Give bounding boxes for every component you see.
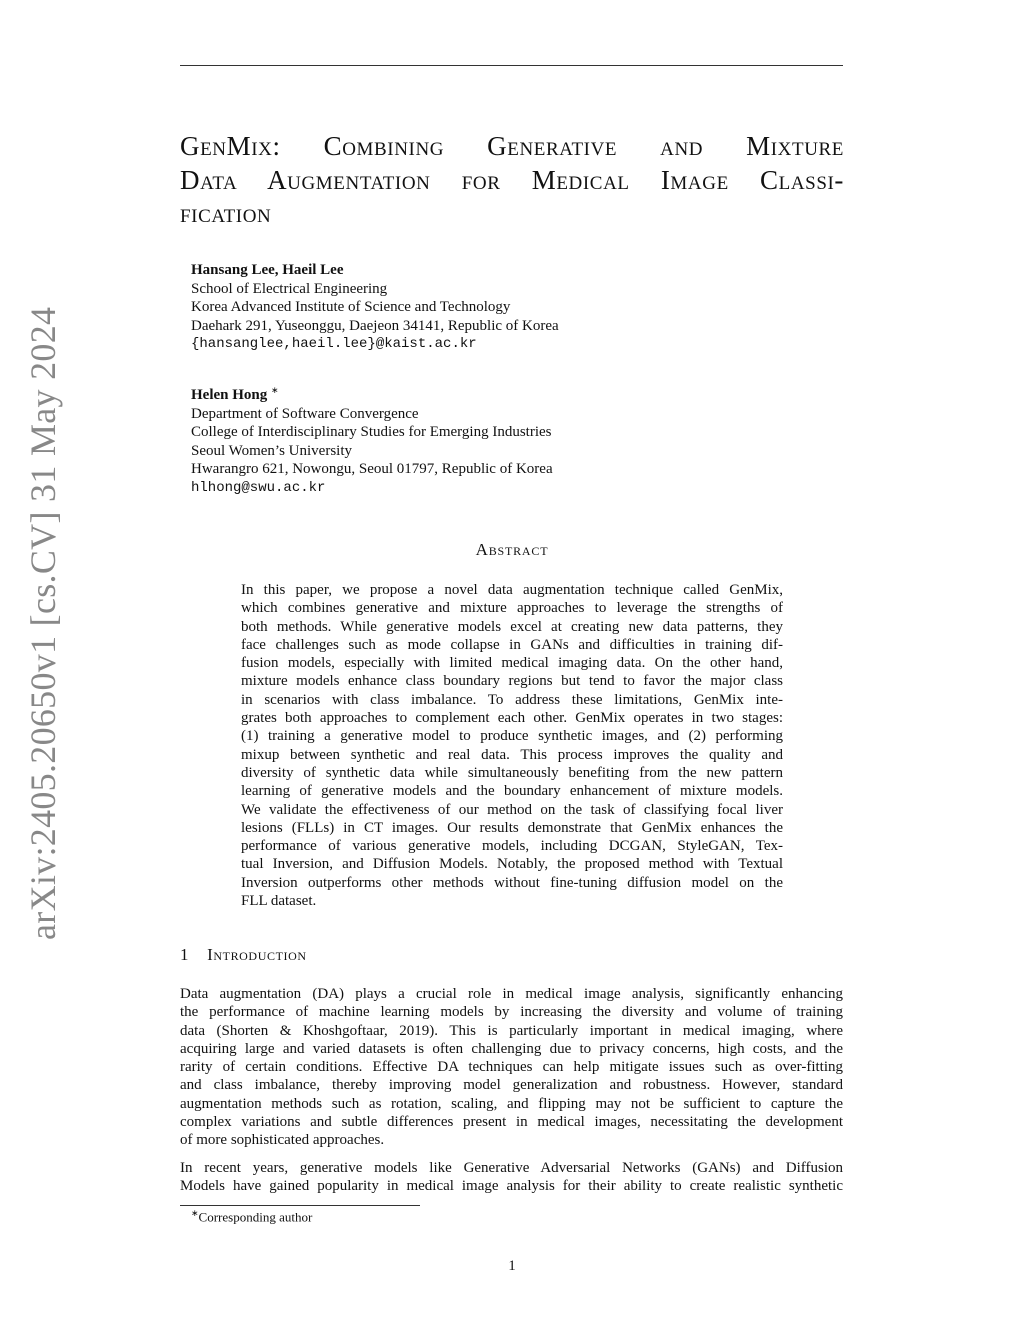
- text-line: performance of various generative models, including DCGAN, StyleGAN, Tex-: [241, 838, 783, 855]
- affiliation-line: Department of Software Convergence: [191, 405, 419, 422]
- footnote-mark: ∗: [271, 385, 279, 395]
- text-line: mixture models enhance class boundary regions but tend to favor the major class: [241, 673, 783, 690]
- text-line: Data augmentation (DA) plays a crucial role in medical image analysis, significantly enhancing: [180, 986, 843, 1002]
- text-line: data (Shorten & Khoshgoftaar, 2019). This is particularly important in medical imaging, where: [180, 1022, 843, 1039]
- text-line: Models have gained popularity in medical image analysis for their ability to create realistic synthetic: [180, 1178, 843, 1195]
- title-line: fication: [180, 198, 272, 228]
- text-line: (1) training a generative model to produce synthetic images, and (2) performing: [241, 728, 783, 745]
- top-rule: [180, 65, 843, 66]
- text-line: face challenges such as mode collapse in GANs and difficulties in training dif-: [241, 636, 783, 653]
- arxiv-stamp: arXiv:2405.20650v1 [cs.CV] 31 May 2024: [23, 306, 63, 940]
- affiliation-line: Hwarangro 621, Nowongu, Seoul 01797, Republic of Korea: [191, 461, 553, 478]
- section-title: Introduction: [207, 945, 307, 964]
- affiliation-line: Korea Advanced Institute of Science and Technology: [191, 299, 511, 316]
- footnote-rule: [180, 1205, 420, 1206]
- paper-title: [180, 130, 844, 231]
- text-line: complex variations and subtle differences present in medical images, necessitating the development: [180, 1114, 843, 1131]
- page-number: 1: [508, 1258, 516, 1274]
- affiliation-line: Seoul Women’s University: [191, 442, 353, 459]
- footnote: [191, 1208, 312, 1225]
- text-line: mixup between synthetic and real data. This process improves the quality and: [241, 746, 783, 763]
- text-line: learning of generative models and the boundary enhancement of mixture models.: [241, 783, 783, 800]
- affiliation-line: Daehark 291, Yuseonggu, Daejeon 34141, Republic of Korea: [191, 317, 559, 334]
- footnote-text: Corresponding author: [198, 1209, 313, 1225]
- affiliation-line: School of Electrical Engineering: [191, 280, 388, 297]
- text-line: acquiring large and varied datasets is often challenging due to privacy concerns, high costs, and the: [180, 1040, 843, 1057]
- title-line: GenMix: Combining Generative and Mixture: [180, 131, 844, 161]
- title-line: Data Augmentation for Medical Image Classi-: [180, 164, 844, 195]
- author-email: hlhong@swu.ac.kr: [191, 479, 326, 496]
- affiliation-line: College of Interdisciplinary Studies for Emerging Industries: [191, 424, 552, 441]
- text-line: in scenarios with class imbalance. To address these limitations, GenMix inte-: [241, 691, 783, 708]
- text-line: augmentation methods such as rotation, scaling, and flipping may not be sufficient to capture the: [180, 1095, 843, 1112]
- abstract-heading: Abstract: [475, 540, 549, 559]
- text-line: We validate the effectiveness of our method on the task of classifying focal liver: [241, 801, 783, 818]
- text-line: In recent years, generative models like Generative Adversarial Networks (GANs) and Diffusion: [180, 1160, 843, 1176]
- footnote-mark: ∗: [191, 1208, 199, 1218]
- intro-paragraph-1: [180, 985, 843, 1150]
- intro-paragraph-2: [180, 1159, 843, 1196]
- author-block-1: [191, 261, 559, 354]
- author-email: {hansanglee,haeil.lee}@kaist.ac.kr: [191, 336, 477, 353]
- author-names: Helen Hong: [191, 387, 268, 403]
- text-line: diversity of synthetic data while simultaneously benefiting from the new pattern: [241, 764, 783, 781]
- author-names: Hansang Lee, Haeil Lee: [191, 262, 344, 278]
- section-heading: [180, 945, 307, 965]
- text-line: which combines generative and mixture approaches to leverage the strengths of: [241, 600, 783, 617]
- text-line: both methods. While generative models excel at creating new data patterns, they: [241, 618, 783, 635]
- text-line: rarity of certain conditions. Effective DA techniques can help mitigate issues such as over-fitting: [180, 1059, 843, 1076]
- text-line: and class imbalance, thereby improving model generalization and robustness. However, standard: [180, 1077, 843, 1094]
- text-line: lesions (FLLs) in CT images. Our results demonstrate that GenMix enhances the: [241, 819, 783, 836]
- text-line: Inversion outperforms other methods without fine-tuning diffusion model on the: [241, 874, 783, 891]
- text-line: fusion models, especially with limited medical imaging data. On the other hand,: [241, 655, 783, 672]
- abstract-body: [241, 581, 783, 910]
- text-line: In this paper, we propose a novel data augmentation technique called GenMix,: [241, 582, 783, 598]
- text-line: FLL dataset.: [241, 893, 317, 910]
- text-line: tual Inversion, and Diffusion Models. Notably, the proposed method with Textual: [241, 856, 783, 873]
- section-number: 1: [180, 945, 190, 964]
- text-line: of more sophisticated approaches.: [180, 1132, 385, 1149]
- text-line: the performance of machine learning models by increasing the diversity and volume of training: [180, 1004, 843, 1021]
- author-block-2: [191, 381, 553, 498]
- text-line: grates both approaches to complement each other. GenMix operates in two stages:: [241, 710, 783, 727]
